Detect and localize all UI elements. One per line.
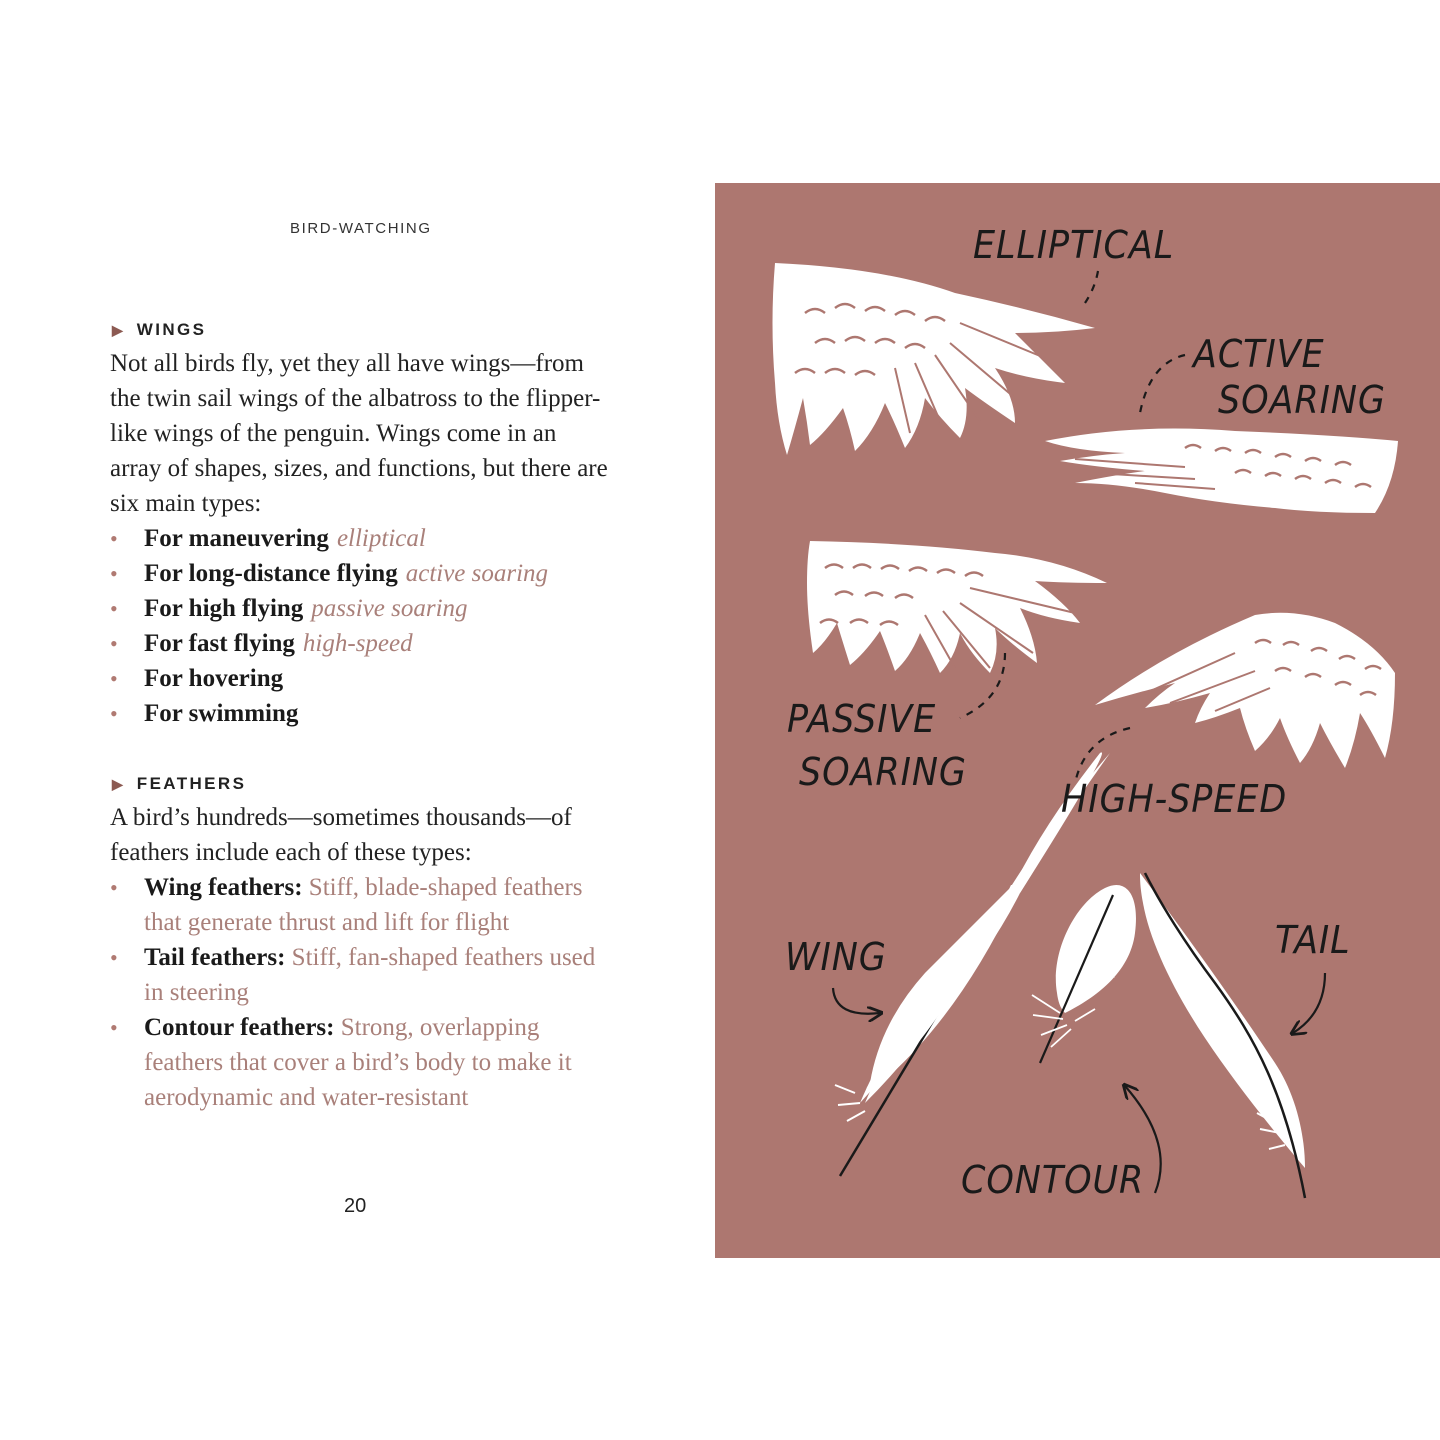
list-item: [110, 521, 610, 556]
wings-heading-text: WINGS: [136, 320, 207, 339]
list-item: [110, 661, 610, 696]
wing-arrow-icon: [833, 988, 880, 1014]
item-lead: For swimming: [144, 700, 299, 727]
illustration-panel: [715, 183, 1440, 1258]
high-speed-wing-icon: [1095, 613, 1395, 768]
feathers-intro: A bird’s hundreds—sometimes thousands—of feathers include each of these types:: [110, 804, 572, 866]
list-item: [110, 1010, 610, 1115]
list-item: [110, 870, 610, 940]
running-head: BIRD-WATCHING: [290, 220, 432, 237]
item-lead: Wing feathers:: [144, 874, 303, 901]
triangle-bullet-icon: ▶: [112, 776, 123, 792]
item-sub: passive soaring: [311, 595, 468, 622]
item-sub: elliptical: [336, 525, 426, 552]
bullet-icon: •: [110, 945, 118, 970]
label-active: ACTIVE: [1193, 332, 1325, 376]
bullet-icon: •: [110, 875, 118, 900]
list-item: [110, 591, 610, 626]
item-desc: Stiff, fan-shaped feathers used in steering: [144, 944, 596, 1006]
bullet-icon: •: [110, 666, 118, 691]
tail-arrow-icon: [1293, 973, 1325, 1033]
bullet-icon: •: [110, 526, 118, 551]
wings-intro: Not all birds fly, yet they all have wings—from the twin sail wings of the albatross to the flipper-like wings of the penguin. Wings come in an array of shapes, sizes, and functions, but there are six main types:: [110, 350, 608, 517]
list-item: [110, 940, 610, 1010]
contour-feather-icon: [1032, 885, 1136, 1063]
page-number: 20: [344, 1195, 367, 1217]
passive-soaring-wing-icon: [807, 541, 1107, 673]
feathers-heading-text: FEATHERS: [136, 774, 247, 793]
label-passive-soaring: SOARING: [799, 750, 967, 794]
item-sub: active soaring: [405, 560, 549, 587]
bullet-icon: •: [110, 561, 118, 586]
label-passive: PASSIVE: [787, 697, 937, 741]
item-desc: Stiff, blade-shaped feathers that generate thrust and lift for flight: [144, 874, 583, 936]
item-lead: For maneuvering: [144, 525, 329, 552]
label-active-soaring: SOARING: [1218, 378, 1386, 422]
feathers-heading: [112, 774, 246, 794]
bullet-icon: •: [110, 631, 118, 656]
elliptical-wing-icon: [773, 263, 1096, 455]
triangle-bullet-icon: ▶: [112, 322, 123, 338]
item-lead: Tail feathers:: [144, 944, 286, 971]
item-lead: For long-distance flying: [144, 560, 398, 587]
item-desc: Strong, overlapping feathers that cover a bird’s body to make it aerodynamic and water-resistant: [144, 1014, 572, 1111]
item-sub: high-speed: [302, 630, 413, 657]
list-item: [110, 626, 610, 661]
list-item: [110, 696, 610, 731]
bullet-icon: •: [110, 701, 118, 726]
label-contour: CONTOUR: [961, 1158, 1145, 1202]
label-tail: TAIL: [1275, 918, 1351, 962]
item-lead: For hovering: [144, 665, 284, 692]
bullet-icon: •: [110, 1015, 118, 1040]
item-lead: Contour feathers:: [144, 1014, 335, 1041]
list-item: [110, 556, 610, 591]
item-lead: For fast flying: [144, 630, 295, 657]
wing-types-list: [110, 521, 610, 731]
item-lead: For high flying: [144, 595, 304, 622]
label-high-speed: HIGH-SPEED: [1061, 777, 1288, 821]
label-elliptical: ELLIPTICAL: [973, 223, 1175, 267]
bullet-icon: •: [110, 596, 118, 621]
label-wing: WING: [785, 935, 887, 979]
active-soaring-wing-icon: [1045, 429, 1398, 513]
feather-types-list: [110, 870, 610, 1115]
wings-heading: [112, 320, 206, 340]
